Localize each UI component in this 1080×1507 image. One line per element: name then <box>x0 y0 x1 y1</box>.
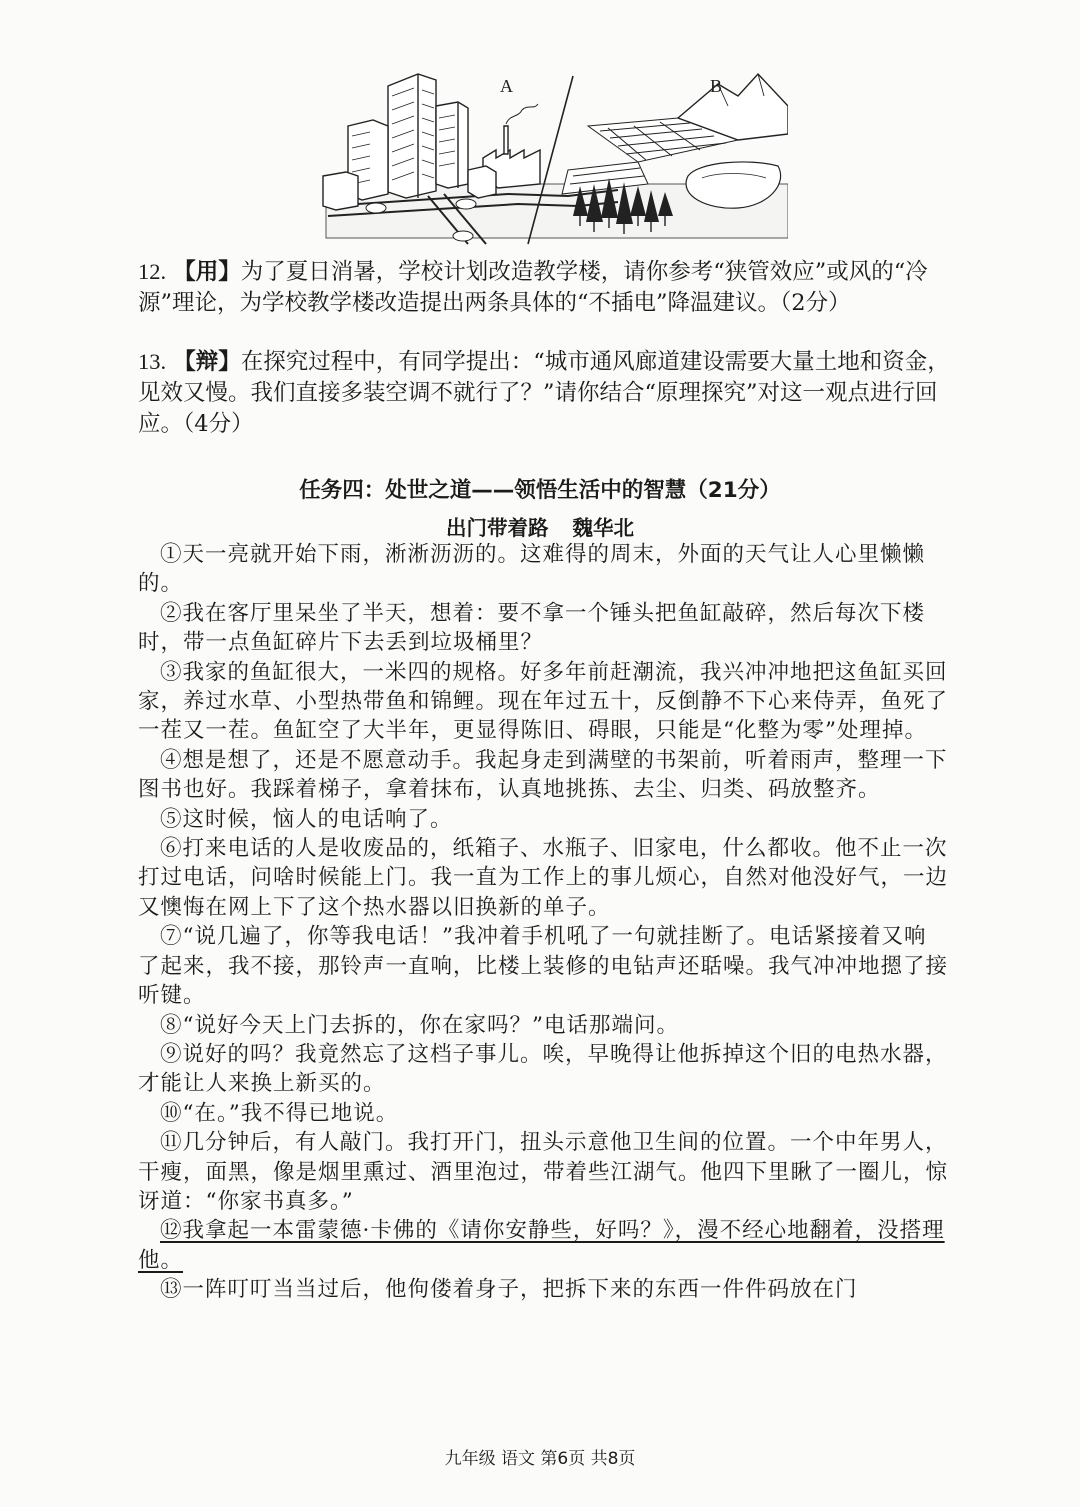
question-number: 12. <box>138 259 167 284</box>
story-title: 出门带着路 <box>446 516 549 540</box>
paragraph-5: ⑤这时候，恼人的电话响了。 <box>160 806 453 832</box>
question-text: 在探究过程中，有同学提出：“城市通风廊道建设需要大量土地和资金，见效又慢。我们直接多装空调不就行了？”请你结合“原理探究”对这一观点进行回应。（4分） <box>138 349 950 437</box>
paragraph-1: ①天一亮就开始下雨，淅淅沥沥的。这难得的周末，外面的天气让人心里懒懒的。 <box>138 542 926 597</box>
paragraph-10: ⑩“在。”我不得已地说。 <box>160 1100 399 1126</box>
story-body <box>138 540 948 1305</box>
paragraph-2: ②我在客厅里呆坐了半天，想着：要不拿一个锤头把鱼缸敲碎，然后每次下楼时，带一点鱼缸碎片下去丢到垃圾桶里？ <box>138 600 926 656</box>
task-title: 任务四：处世之道——领悟生活中的智慧（21分） <box>299 478 781 503</box>
paragraph-11: ⑪几分钟后，有人敲门。我打开门，扭头示意他卫生间的位置。一个中年男人，干瘦，面黑，像是烟里熏过、酒里泡过，带着些江湖气。他四下里瞅了一圈儿，惊讶道：“你家书真多。” <box>138 1130 949 1214</box>
question-number: 13. <box>138 349 167 374</box>
label-b: B <box>710 76 723 96</box>
question-tag: 【辩】 <box>173 349 241 375</box>
story-author: 魏华北 <box>572 516 634 540</box>
city-ventilation-illustration <box>318 66 788 248</box>
page-footer: 九年级 语文 第6页 共8页 <box>444 1449 636 1469</box>
paragraph-4: ④想是想了，还是不愿意动手。我起身走到满壁的书架前，听着雨声，整理一下图书也好。我踩着梯子，拿着抹布，认真地挑拣、去尘、归类、码放整齐。 <box>138 747 948 803</box>
question-tag: 【用】 <box>173 259 241 285</box>
paragraph-6: ⑥打来电话的人是收废品的，纸箱子、水瓶子、旧家电，什么都收。他不止一次打过电话，问啥时候能上门。我一直为工作上的事儿烦心，自然对他没好气，一边又懊悔在网上下了这个热水器以旧换新的单子。 <box>138 836 949 920</box>
label-a: A <box>500 76 513 96</box>
paragraph-9: ⑨说好的吗？我竟然忘了这档子事儿。唉，早晚得让他拆掉这个旧的电热水器，才能让人来换上新买的。 <box>138 1041 948 1097</box>
question-text: 为了夏日消暑，学校计划改造教学楼，请你参考“狭管效应”或风的“冷源”理论，为学校教学楼改造提出两条具体的“不插电”降温建议。（2分） <box>138 259 928 316</box>
paragraph-7: ⑦“说几遍了，你等我电话！”我冲着手机吼了一句就挂断了。电话紧接着又响了起来，我不接，那铃声一直响，比楼上装修的电钻声还聒噪。我气冲冲地摁了接听键。 <box>138 924 949 1009</box>
question-12 <box>138 256 950 319</box>
question-13 <box>138 346 950 440</box>
story-heading <box>0 511 1080 541</box>
paragraph-3: ③我家的鱼缸很大，一米四的规格。好多年前赶潮流，我兴冲冲地把这鱼缸买回家，养过水草、小型热带鱼和锦鲤。现在年过五十，反倒静不下心来侍弄，鱼死了一茬又一茬。鱼缸空了大半年，更显得陈旧、碍眼，只能是“化整为零”处理掉。 <box>138 659 949 744</box>
factory <box>468 104 540 198</box>
paragraph-12-underlined: ⑫我拿起一本雷蒙德·卡佛的《请你安静些，好吗？》，漫不经心地翻着，没搭理他。 <box>138 1218 945 1273</box>
paragraph-8: ⑧“说好今天上门去拆的，你在家吗？”电话那端问。 <box>160 1012 679 1038</box>
paragraph-13: ⑬一阵叮叮当当过后，他佝偻着身子，把拆下来的东西一件件码放在门 <box>160 1277 858 1303</box>
